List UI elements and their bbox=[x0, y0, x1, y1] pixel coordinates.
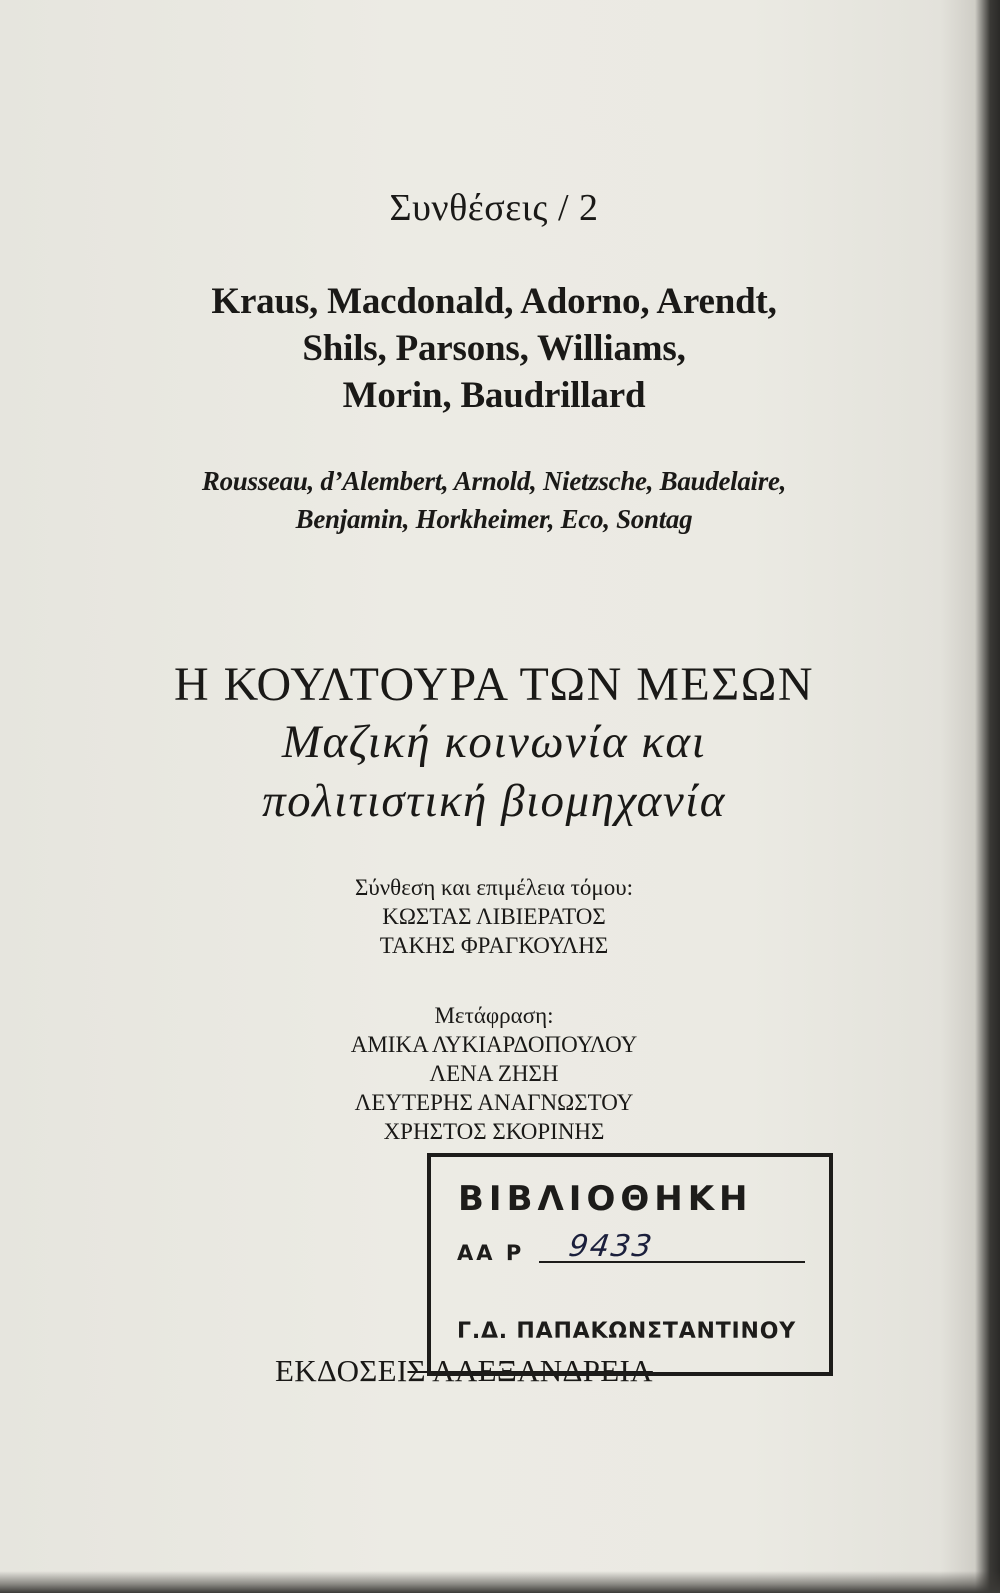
author-line: Morin, Baudrillard bbox=[342, 375, 646, 416]
subtitle-line: πολιτιστική βιομηχανία bbox=[262, 775, 726, 827]
translators-block bbox=[0, 1001, 988, 1146]
library-stamp bbox=[427, 1153, 833, 1376]
contributor-line: Benjamin, Horkheimer, Eco, Sontag bbox=[295, 504, 693, 534]
book-subtitle bbox=[0, 713, 988, 831]
contributors bbox=[0, 462, 988, 538]
main-authors bbox=[0, 278, 988, 419]
editors-block bbox=[0, 873, 988, 960]
translator-name: ΧΡΗΣΤΟΣ ΣΚΟΡΙΝΗΣ bbox=[383, 1119, 605, 1144]
author-line: Shils, Parsons, Williams, bbox=[302, 328, 686, 369]
author-line: Kraus, Macdonald, Adorno, Arendt, bbox=[211, 281, 777, 322]
publisher-struck: Σ ΑΛΕΞΑΝΔΡΕΙΑ bbox=[407, 1353, 653, 1388]
editor-name: ΤΑΚΗΣ ΦΡΑΓΚΟΥΛΗΣ bbox=[379, 933, 609, 958]
editor-name: ΚΩΣΤΑΣ ΛΙΒΙΕΡΑΤΟΣ bbox=[382, 904, 606, 929]
series-label: Συνθέσεις / 2 bbox=[389, 187, 599, 229]
book-title: Η ΚΟΥΛΤΟΥΡΑ ΤΩΝ ΜΕΣΩΝ bbox=[173, 658, 815, 711]
editors-label: Σύνθεση και επιμέλεια τόμου: bbox=[355, 875, 633, 900]
translator-name: ΛΕΥΤΕΡΗΣ ΑΝΑΓΝΩΣΤΟΥ bbox=[354, 1090, 634, 1115]
translator-name: ΛΕΝΑ ΖΗΣΗ bbox=[429, 1061, 559, 1086]
translators-label: Μετάφραση: bbox=[434, 1003, 554, 1028]
stamp-owner: Γ.Δ. ΠΑΠΑΚΩΝΣΤΑΝΤΙΝΟΥ bbox=[457, 1319, 796, 1344]
translator-name: ΑΜΙΚΑ ΛΥΚΙΑΡΔΟΠΟΥΛΟΥ bbox=[350, 1032, 638, 1057]
stamp-registry-number: 9433 bbox=[566, 1229, 656, 1264]
stamp-registry-label: ΑΑ Ρ bbox=[457, 1241, 525, 1265]
subtitle-line: Μαζική κοινωνία και bbox=[281, 716, 707, 768]
contributor-line: Rousseau, d’Alembert, Arnold, Nietzsche, Baudelaire, bbox=[201, 466, 787, 496]
stamp-title: ΒΙΒΛΙΟΘΗΚΗ bbox=[458, 1179, 753, 1219]
publisher-visible: ΕΚΔΟΣΕΙ bbox=[275, 1353, 408, 1388]
